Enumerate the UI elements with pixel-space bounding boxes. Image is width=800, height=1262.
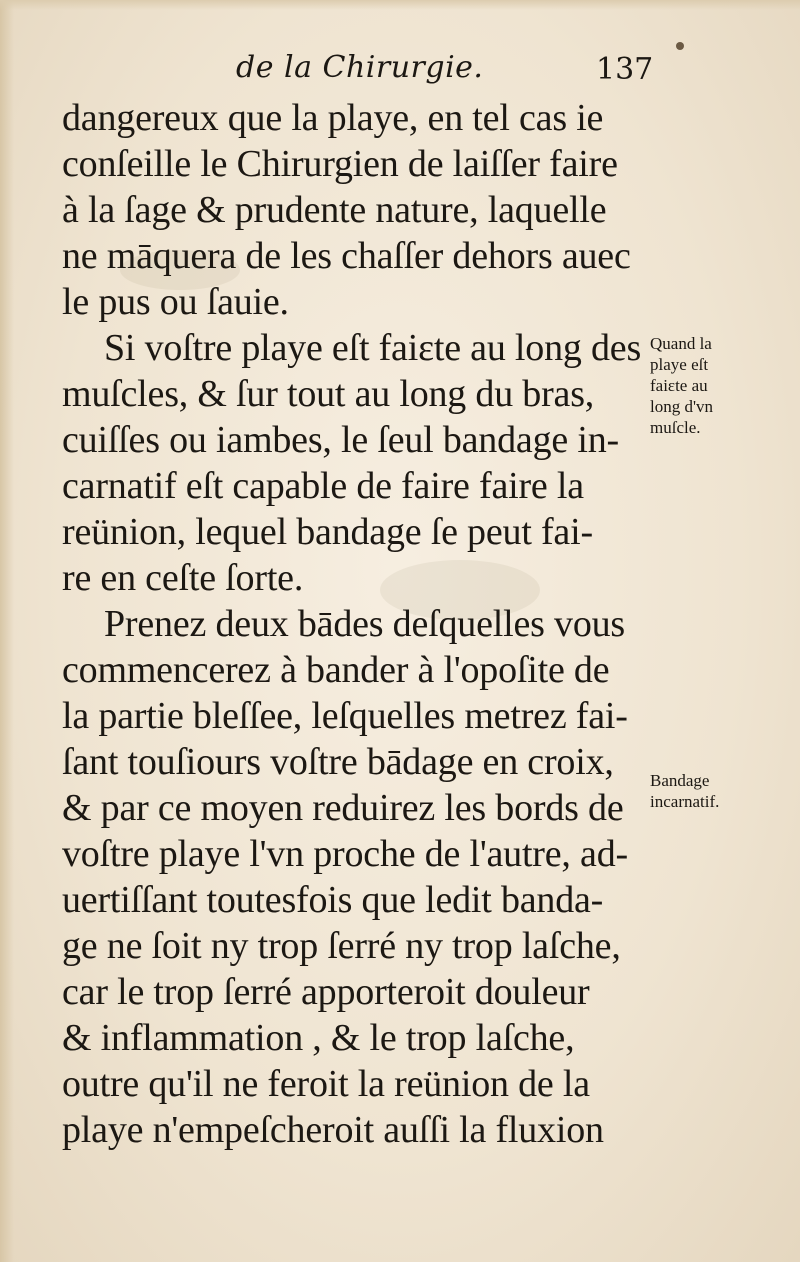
text-line: outre qu'il ne feroit la reünion de la (62, 1063, 590, 1105)
text-line: commencerez à bander à l'opoſite de (62, 649, 610, 691)
text-line: car le trop ſerré apporteroit douleur (62, 971, 590, 1013)
running-title: de la Chirurgie. (236, 50, 484, 85)
text-line: playe n'empeſcheroit auſſi la fluxion (62, 1109, 604, 1151)
margin-note-line: muſcle. (650, 418, 701, 437)
margin-note-line: Quand la (650, 334, 712, 353)
margin-note (650, 333, 713, 438)
margin-note-line: incarnatif. (650, 792, 720, 811)
text-line: & inflammation , & le trop laſche, (62, 1017, 575, 1059)
text-line: ge ne ſoit ny trop ſerré ny trop laſche, (62, 925, 621, 967)
page-left-edge (0, 0, 14, 1262)
body-text (62, 95, 647, 1153)
margin-note-line: long d'vn (650, 397, 714, 416)
text-line: carnatif eſt capable de faire faire la (62, 465, 584, 507)
text-line: dangereux que la playe, en tel cas ie (62, 97, 604, 139)
text-line: uertiſſant toutesfois que ledit banda- (62, 879, 604, 921)
text-line: muſcles, & ſur tout au long du bras, (62, 373, 595, 415)
text-line: conſeille le Chirurgien de laiſſer faire (62, 143, 618, 185)
text-line: à la ſage & prudente nature, laquelle (62, 189, 607, 231)
margin-note (650, 770, 719, 812)
page-number: 137 (596, 52, 654, 87)
ink-spot (676, 42, 684, 50)
text-line: & par ce moyen reduirez les bords de (62, 787, 624, 829)
text-line: voſtre playe l'vn proche de l'autre, ad- (62, 833, 628, 875)
text-line: reünion, lequel bandage ſe peut fai- (62, 511, 593, 553)
margin-note-line: Bandage (650, 771, 710, 790)
text-line: Si voſtre playe eſt faiɛte au long des (104, 327, 642, 369)
text-line: Prenez deux bādes deſquelles vous (104, 603, 626, 645)
text-line: ſant touſiours voſtre bādage en croix, (62, 741, 614, 783)
margin-note-line: faiɛte au (650, 376, 708, 395)
page-top-edge (0, 0, 800, 10)
margin-note-line: playe eſt (650, 355, 709, 374)
text-line: ne māquera de les chaſſer dehors auec (62, 235, 631, 277)
text-line: la partie bleſſee, leſquelles metrez fai- (62, 695, 628, 737)
text-line: cuiſſes ou iambes, le ſeul bandage in- (62, 419, 619, 461)
text-line: le pus ou ſauie. (62, 281, 289, 323)
text-line: re en ceſte ſorte. (62, 557, 304, 599)
